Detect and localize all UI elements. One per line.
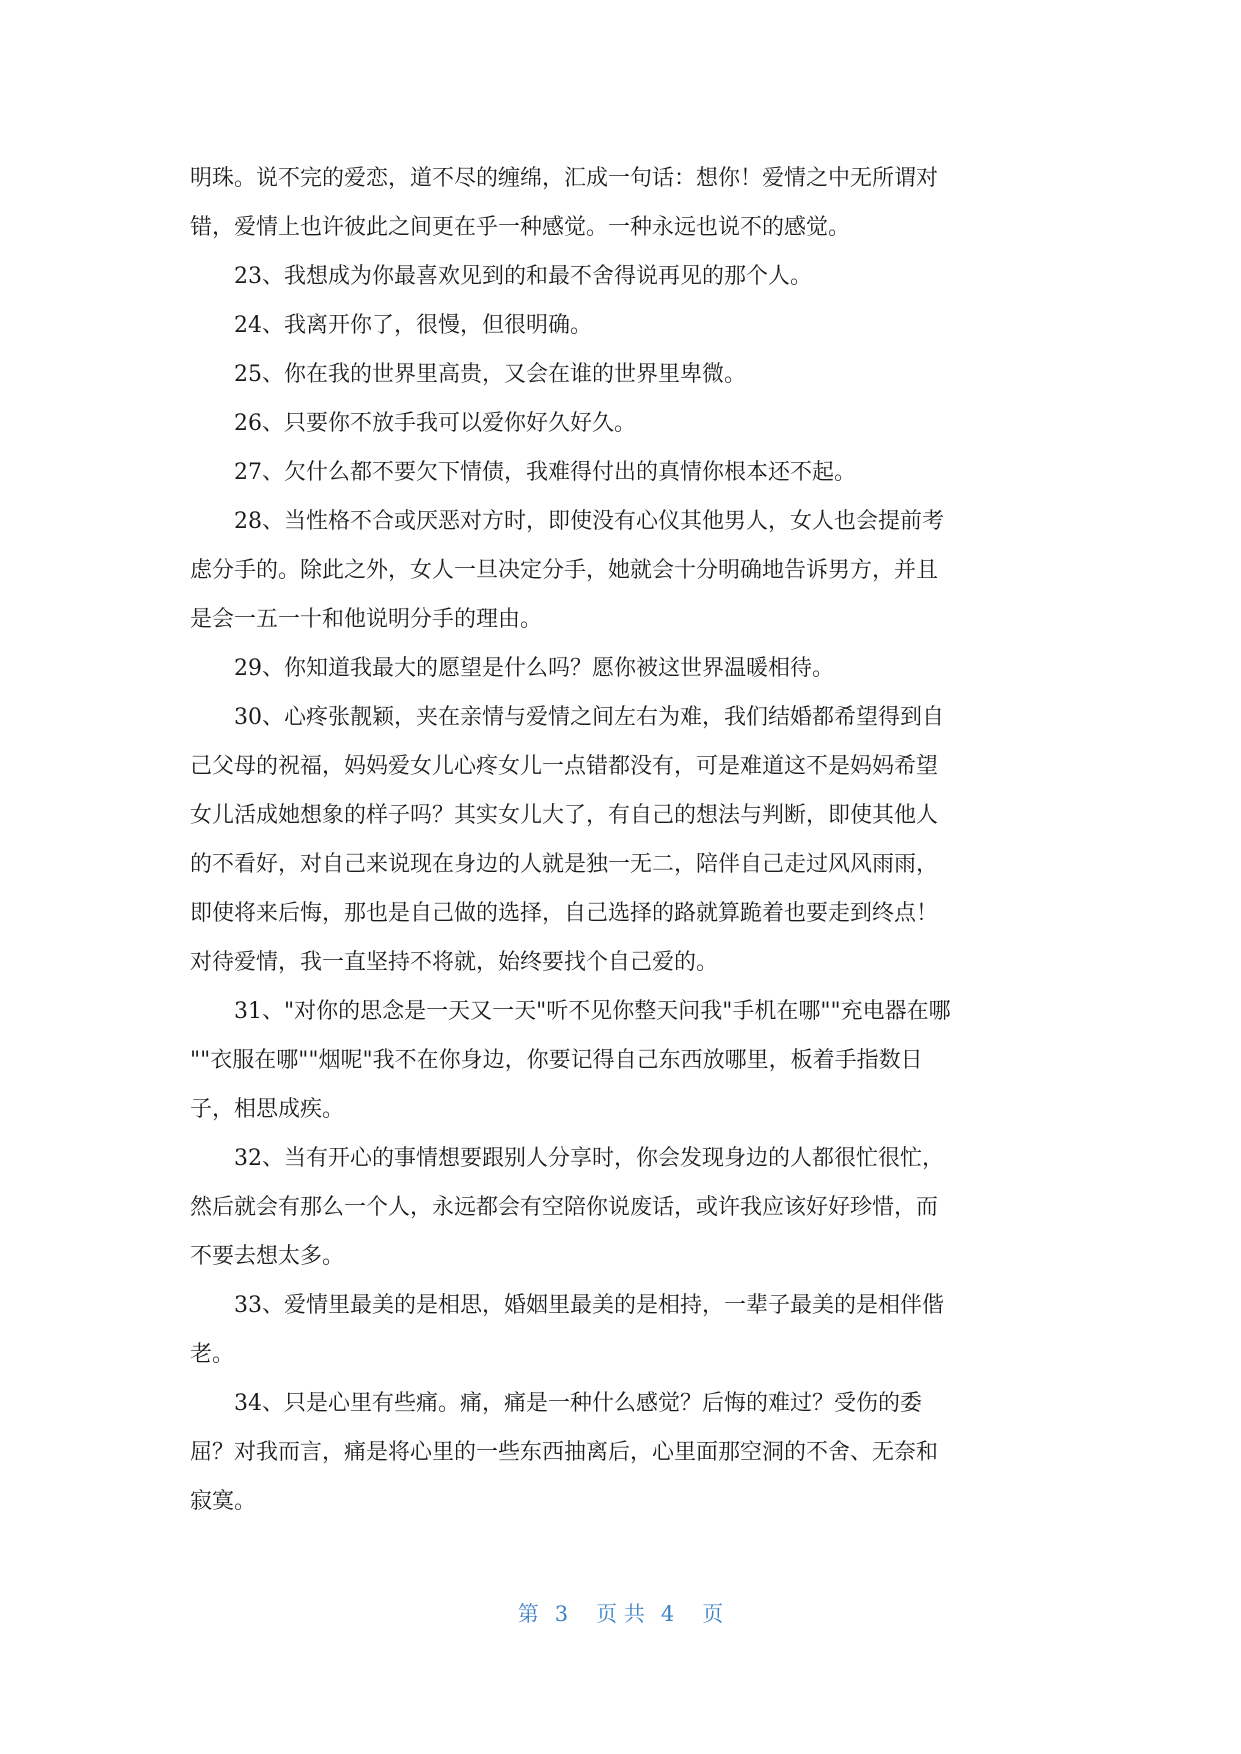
- text-line: 30、心疼张靓颖，夹在亲情与爱情之间左右为难，我们结婚都希望得到自: [190, 705, 944, 730]
- text-line: 错，爱情上也许彼此之间更在乎一种感觉。一种永远也说不的感觉。: [190, 215, 851, 240]
- text-line: 屈？对我而言，痛是将心里的一些东西抽离后，心里面那空洞的不舍、无奈和: [190, 1440, 939, 1465]
- text-line: 23、我想成为你最喜欢见到的和最不舍得说再见的那个人。: [190, 264, 812, 289]
- paragraph: [190, 448, 1052, 497]
- text-line: 是会一五一十和他说明分手的理由。: [190, 607, 543, 632]
- text-line: 33、爱情里最美的是相思，婚姻里最美的是相持，一辈子最美的是相伴偕: [190, 1293, 944, 1318]
- paragraph: [190, 497, 1052, 644]
- document-body: [190, 154, 1052, 1526]
- text-line: 24、我离开你了，很慢，但很明确。: [190, 313, 592, 338]
- text-line: 28、当性格不合或厌恶对方时，即使没有心仪其他男人，女人也会提前考: [190, 509, 944, 534]
- text-line: ""衣服在哪""烟呢"我不在你身边，你要记得自己东西放哪里，板着手指数日: [190, 1048, 923, 1073]
- paragraph: [190, 301, 1052, 350]
- text-line: 明珠。说不完的爱恋，道不尽的缠绵，汇成一句话：想你！爱情之中无所谓对: [190, 166, 939, 191]
- paragraph: [190, 1134, 1052, 1281]
- text-line: 寂寞。: [190, 1489, 257, 1514]
- text-line: 31、"对你的思念是一天又一天"听不见你整天问我"手机在哪""充电器在哪: [190, 999, 951, 1024]
- text-line: 25、你在我的世界里高贵，又会在谁的世界里卑微。: [190, 362, 746, 387]
- paragraph: [190, 252, 1052, 301]
- text-line: 34、只是心里有些痛。痛，痛是一种什么感觉？后悔的难过？受伤的委: [190, 1391, 922, 1416]
- footer-current-page: 3: [554, 1602, 569, 1626]
- text-line: 老。: [190, 1342, 235, 1367]
- paragraph: [190, 987, 1052, 1134]
- text-line: 己父母的祝福，妈妈爱女儿心疼女儿一点错都没有，可是难道这不是妈妈希望: [190, 754, 939, 779]
- paragraph: [190, 1281, 1052, 1379]
- text-line: 29、你知道我最大的愿望是什么吗？愿你被这世界温暖相待。: [190, 656, 834, 681]
- paragraph: [190, 644, 1052, 693]
- paragraph: [190, 399, 1052, 448]
- text-line: 然后就会有那么一个人，永远都会有空陪你说废话，或许我应该好好珍惜，而: [190, 1195, 939, 1220]
- footer-middle: 页 共: [596, 1602, 645, 1626]
- text-line: 子，相思成疾。: [190, 1097, 345, 1122]
- text-line: 虑分手的。除此之外，女人一旦决定分手，她就会十分明确地告诉男方，并且: [190, 558, 939, 583]
- text-line: 26、只要你不放手我可以爱你好久好久。: [190, 411, 636, 436]
- footer-suffix: 页: [702, 1602, 724, 1626]
- text-line: 32、当有开心的事情想要跟别人分享时，你会发现身边的人都很忙很忙，: [190, 1146, 944, 1171]
- paragraph: [190, 154, 1052, 252]
- text-line: 对待爱情，我一直坚持不将就，始终要找个自己爱的。: [190, 950, 719, 975]
- footer-total-pages: 4: [660, 1602, 675, 1626]
- paragraph: [190, 693, 1052, 987]
- text-line: 不要去想太多。: [190, 1244, 345, 1269]
- page-footer: [0, 1598, 1241, 1628]
- text-line: 27、欠什么都不要欠下情债，我难得付出的真情你根本还不起。: [190, 460, 856, 485]
- paragraph: [190, 350, 1052, 399]
- text-line: 的不看好，对自己来说现在身边的人就是独一无二，陪伴自己走过风风雨雨，: [190, 852, 939, 877]
- text-line: 女儿活成她想象的样子吗？其实女儿大了，有自己的想法与判断，即使其他人: [190, 803, 939, 828]
- paragraph: [190, 1379, 1052, 1526]
- text-line: 即使将来后悔，那也是自己做的选择，自己选择的路就算跪着也要走到终点！: [190, 901, 939, 926]
- footer-prefix: 第: [517, 1602, 539, 1626]
